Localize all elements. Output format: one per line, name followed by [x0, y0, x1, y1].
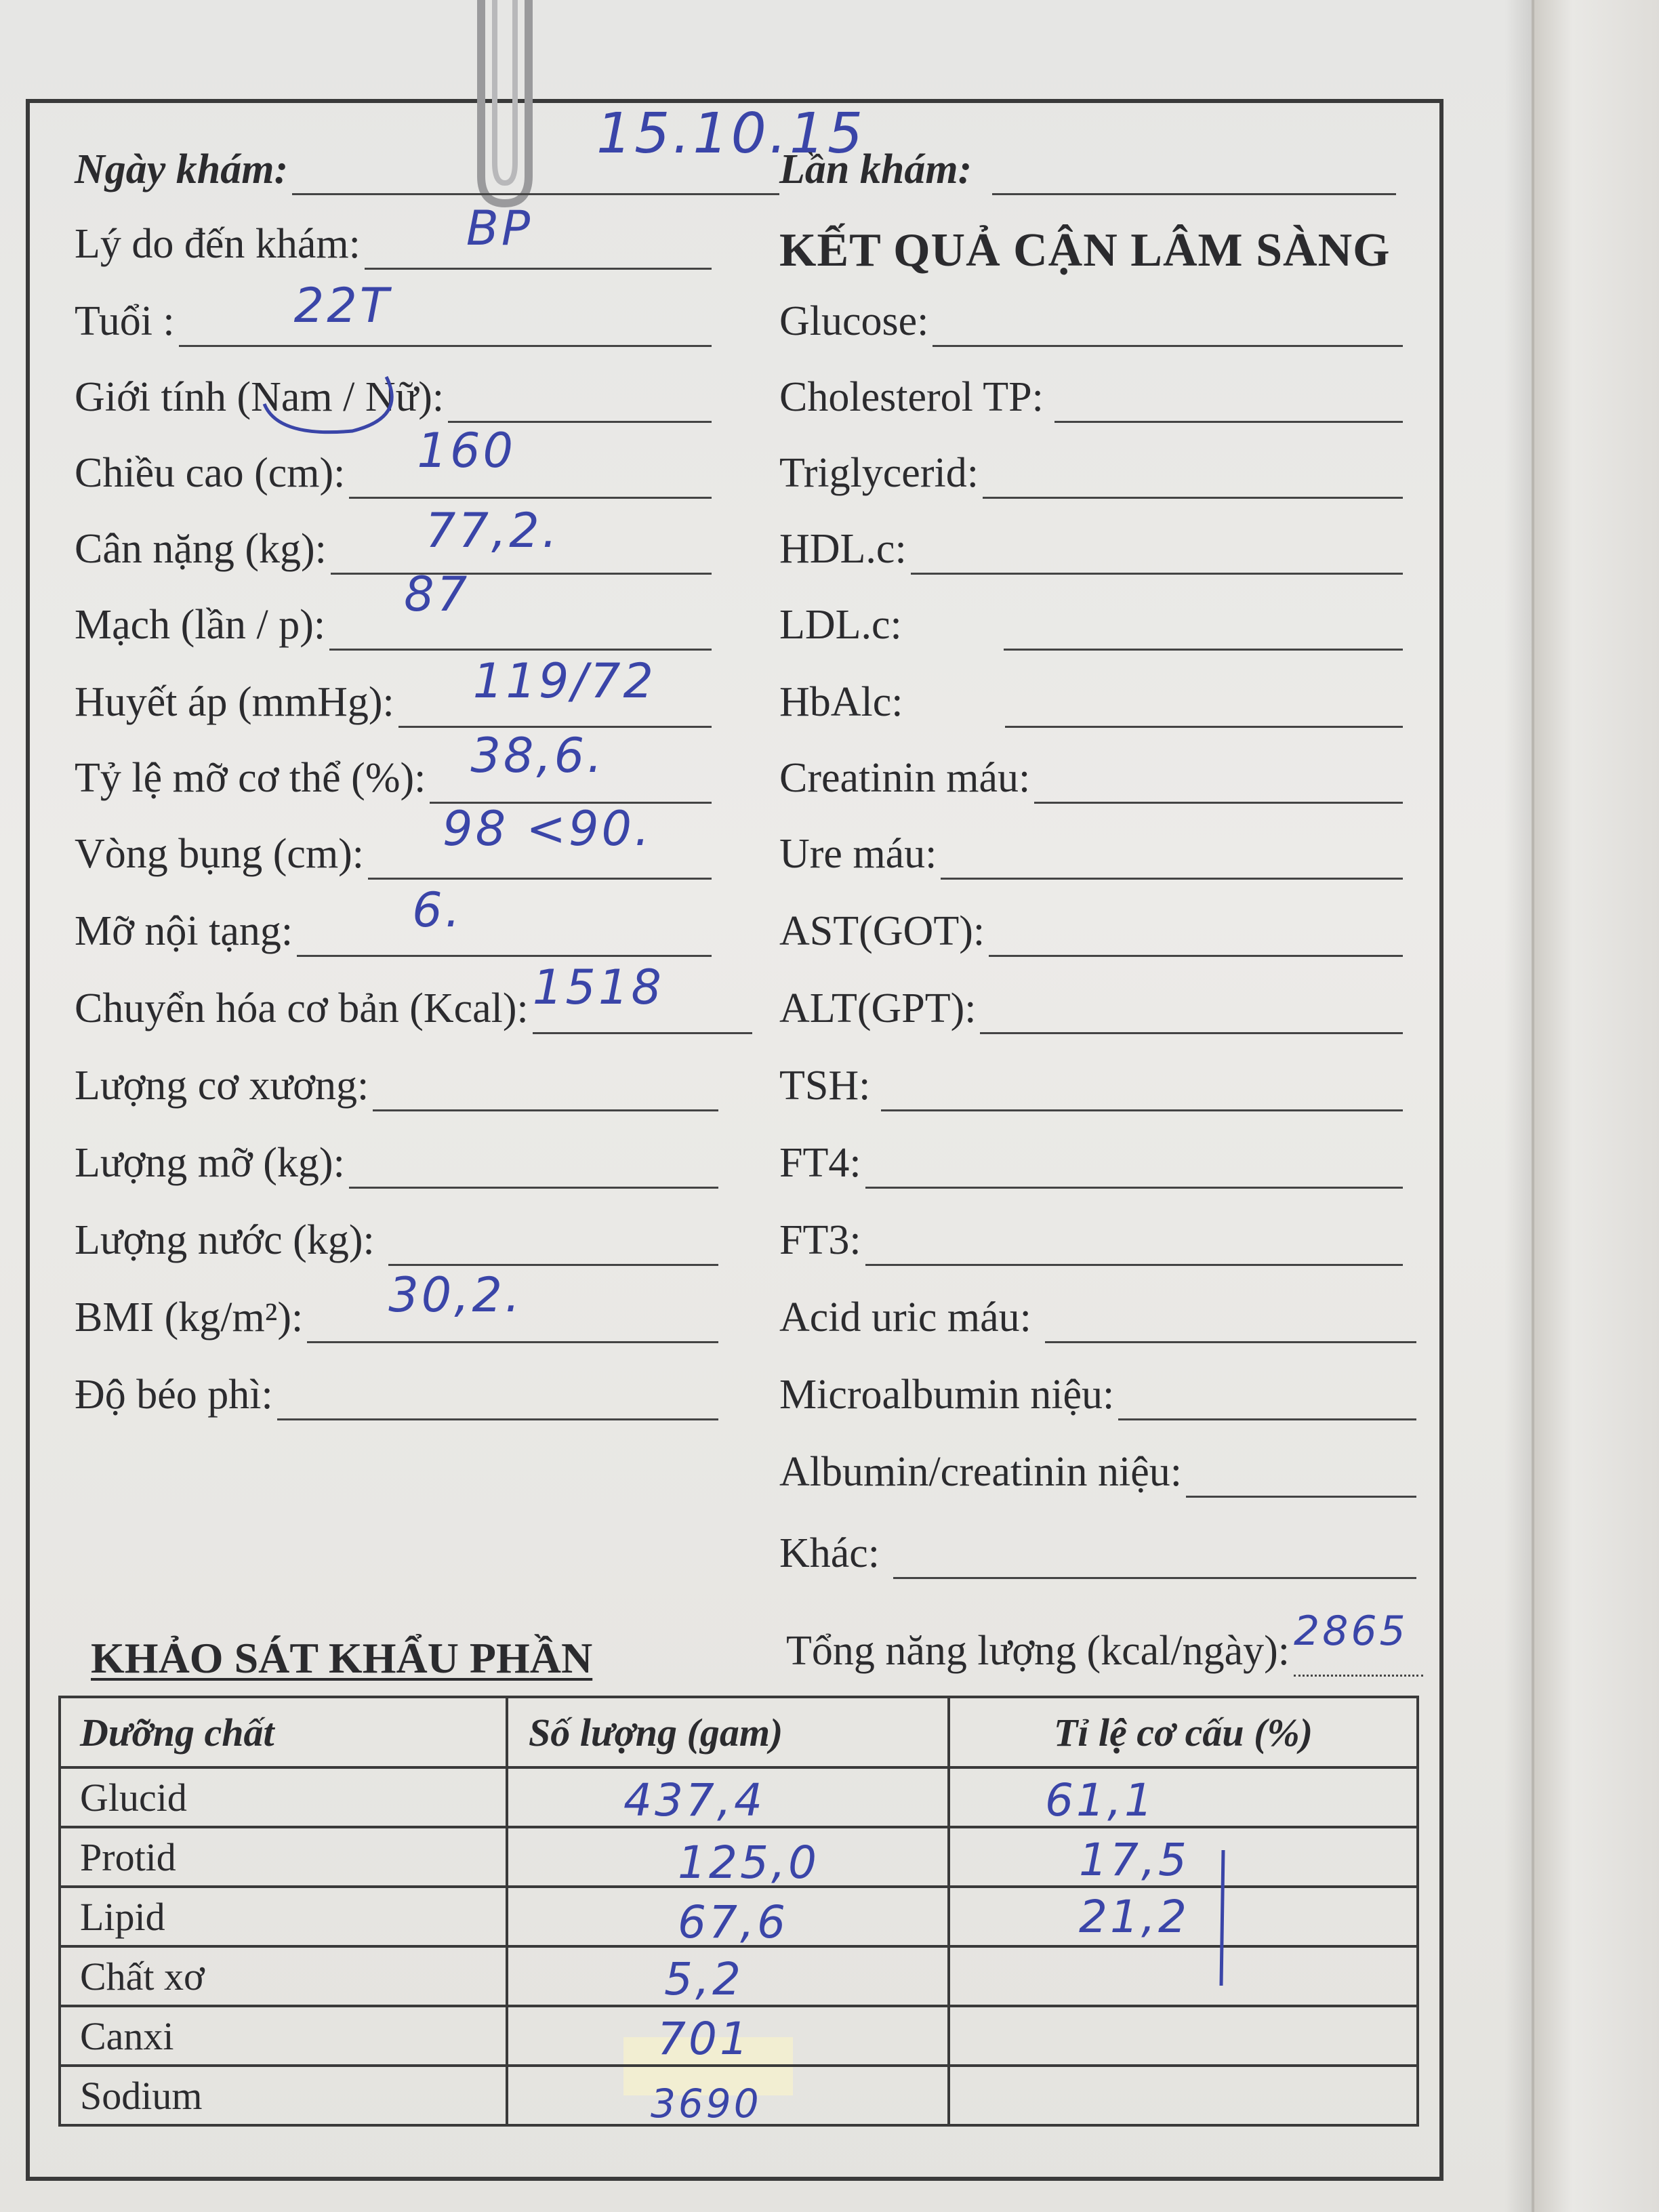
- lab-ft3-line[interactable]: [865, 1230, 1403, 1266]
- total-energy-field: [786, 1607, 1423, 1677]
- lab-cholesterol: [779, 371, 1403, 423]
- lab-ft4: [779, 1137, 1403, 1189]
- lab-ast-label: AST(GOT):: [779, 908, 985, 954]
- field-obesity-label: Độ béo phì:: [75, 1372, 273, 1418]
- field-fat-mass: [75, 1137, 718, 1189]
- field-height-value: 160: [417, 423, 516, 478]
- lab-hdl: [779, 523, 1403, 575]
- nutrient-ratio-cell[interactable]: [949, 1767, 1418, 1827]
- nutrient-name: Canxi: [60, 2006, 507, 2066]
- lab-urea-label: Ure máu:: [779, 831, 937, 877]
- field-reason-label: Lý do đến khám:: [75, 221, 361, 267]
- lab-alt-label: ALT(GPT):: [779, 985, 977, 1031]
- lab-results-title: KẾT QUẢ CẬN LÂM SÀNG: [779, 224, 1391, 276]
- table-row: [60, 2066, 1418, 2125]
- nutrient-amount: 3690: [651, 2081, 762, 2127]
- lab-cholesterol-line[interactable]: [1054, 387, 1403, 423]
- field-waist: [75, 801, 712, 880]
- field-waist-line[interactable]: [368, 801, 712, 880]
- lab-ast-line[interactable]: [989, 921, 1403, 957]
- field-blood-pressure-label: Huyết áp (mmHg):: [75, 679, 394, 725]
- visit-number-line[interactable]: [992, 159, 1396, 195]
- header-ratio: Tỉ lệ cơ cấu (%): [949, 1697, 1418, 1767]
- field-pulse-line[interactable]: [329, 567, 712, 651]
- table-header-row: [60, 1697, 1418, 1767]
- nutrient-ratio-cell[interactable]: [949, 2006, 1418, 2066]
- nutrient-amount: 701: [657, 2013, 751, 2065]
- nutrient-ratio: 21,2: [1079, 1891, 1189, 1943]
- lab-hba1c: [779, 676, 1403, 728]
- field-pulse-label: Mạch (lần / p):: [75, 602, 326, 648]
- field-bmi-line[interactable]: [307, 1267, 718, 1343]
- field-bmi-value: 30,2.: [388, 1267, 523, 1323]
- nutrient-name: Glucid: [60, 1767, 507, 1827]
- field-water-mass: [75, 1214, 718, 1266]
- lab-uric-acid-label: Acid uric máu:: [779, 1294, 1031, 1340]
- field-pulse: [75, 567, 712, 651]
- field-reason-value: BP: [466, 201, 533, 256]
- header-amount: Số lượng (gam): [507, 1697, 949, 1767]
- next-page-edge: [1532, 0, 1659, 2212]
- lab-tsh-label: TSH:: [779, 1063, 871, 1109]
- field-age-value: 22T: [293, 278, 392, 333]
- lab-ast: [779, 905, 1403, 957]
- total-energy-value: 2865: [1294, 1607, 1408, 1655]
- field-obesity-line[interactable]: [277, 1385, 718, 1420]
- bracket-mark: [1213, 1850, 1233, 1986]
- nutrient-ratio-cell[interactable]: [949, 1827, 1418, 1887]
- field-gender-line[interactable]: [448, 387, 712, 423]
- field-muscle-mass-line[interactable]: [373, 1076, 718, 1111]
- lab-uric-acid: [779, 1292, 1416, 1343]
- nutrient-ratio-cell[interactable]: [949, 1946, 1418, 2006]
- field-obesity: [75, 1369, 718, 1420]
- header-nutrient: Dưỡng chất: [60, 1697, 507, 1767]
- lab-glucose-line[interactable]: [933, 311, 1403, 347]
- nutrient-amount: 67,6: [678, 1896, 788, 1948]
- field-blood-pressure: [75, 653, 712, 728]
- field-water-mass-label: Lượng nước (kg):: [75, 1217, 375, 1263]
- field-age: [75, 278, 712, 347]
- field-fat-mass-label: Lượng mỡ (kg):: [75, 1140, 345, 1186]
- nutrient-amount-cell[interactable]: [507, 1767, 949, 1827]
- lab-hba1c-line[interactable]: [1005, 692, 1403, 728]
- field-muscle-mass-label: Lượng cơ xương:: [75, 1063, 369, 1109]
- field-visceral-fat: [75, 882, 712, 957]
- field-fat-mass-line[interactable]: [349, 1153, 718, 1189]
- field-weight-label: Cân nặng (kg):: [75, 526, 327, 572]
- lab-hdl-label: HDL.c:: [779, 526, 907, 572]
- nutrient-amount-cell[interactable]: [507, 1946, 949, 2006]
- lab-glucose: [779, 295, 1403, 347]
- lab-other-label: Khác:: [779, 1530, 880, 1576]
- lab-other-line[interactable]: [893, 1543, 1416, 1579]
- nutrient-ratio-cell[interactable]: [949, 2066, 1418, 2125]
- nutrient-name: Protid: [60, 1827, 507, 1887]
- field-blood-pressure-line[interactable]: [398, 653, 712, 728]
- nutrient-name: Lipid: [60, 1887, 507, 1946]
- lab-hba1c-label: HbAlc:: [779, 679, 903, 725]
- lab-alt: [779, 983, 1403, 1034]
- field-weight-line[interactable]: [331, 503, 712, 575]
- table-row: [60, 2006, 1418, 2066]
- lab-creatinin-line[interactable]: [1034, 768, 1403, 804]
- lab-ldl-label: LDL.c:: [779, 602, 902, 648]
- visit-number-label: Lần khám:: [779, 146, 972, 192]
- nutrient-name: Chất xơ: [60, 1946, 507, 2006]
- lab-ft4-label: FT4:: [779, 1140, 861, 1186]
- nutrient-amount-cell[interactable]: [507, 2006, 949, 2066]
- field-bmr-line[interactable]: [532, 960, 752, 1034]
- lab-tsh-line[interactable]: [881, 1076, 1403, 1111]
- lab-urea: [779, 828, 1403, 880]
- lab-creatinin: [779, 752, 1403, 804]
- nutrient-amount-cell[interactable]: [507, 2066, 949, 2125]
- field-body-fat: [75, 728, 712, 804]
- nutrient-amount: 437,4: [623, 1774, 765, 1826]
- field-age-line[interactable]: [179, 278, 712, 347]
- field-gender-label: Giới tính (Nam / Nữ):: [75, 374, 445, 420]
- diet-survey-title: KHẢO SÁT KHẨU PHẦN: [91, 1634, 593, 1682]
- field-bmr: [75, 960, 752, 1034]
- field-pulse-value: 87: [404, 567, 470, 622]
- lab-albumin-creatinin-label: Albumin/creatinin niệu:: [779, 1449, 1183, 1495]
- lab-microalbumin: [779, 1369, 1416, 1420]
- field-bmr-value: 1518: [532, 960, 664, 1015]
- field-bmi-label: BMI (kg/m²):: [75, 1294, 304, 1340]
- nutrient-amount: 125,0: [678, 1837, 819, 1889]
- lab-uric-acid-line[interactable]: [1045, 1307, 1416, 1343]
- total-energy-line[interactable]: [1294, 1607, 1423, 1677]
- nutrient-amount-cell[interactable]: [507, 1827, 949, 1887]
- lab-hdl-line[interactable]: [911, 539, 1403, 575]
- nutrient-ratio: 61,1: [1045, 1774, 1155, 1826]
- total-energy-label: Tổng năng lượng (kcal/ngày):: [786, 1628, 1290, 1674]
- lab-creatinin-label: Creatinin máu:: [779, 755, 1031, 801]
- field-weight-value: 77,2.: [425, 503, 560, 558]
- lab-urea-line[interactable]: [941, 844, 1403, 880]
- lab-triglycerid: [779, 447, 1403, 499]
- table-row: [60, 1767, 1418, 1827]
- field-blood-pressure-value: 119/72: [472, 653, 657, 709]
- field-body-fat-value: 38,6.: [470, 728, 605, 783]
- visit-date-label: Ngày khám:: [75, 146, 289, 192]
- lab-microalbumin-label: Microalbumin niệu:: [779, 1372, 1115, 1418]
- gender-circle-mark: [251, 363, 407, 438]
- lab-microalbumin-line[interactable]: [1118, 1385, 1416, 1420]
- field-visceral-fat-label: Mỡ nội tạng:: [75, 908, 293, 954]
- lab-glucose-label: Glucose:: [779, 298, 929, 344]
- lab-ldl: [779, 599, 1403, 651]
- nutrient-amount: 5,2: [664, 1953, 743, 2005]
- field-water-mass-line[interactable]: [388, 1230, 718, 1266]
- field-bmr-label: Chuyển hóa cơ bản (Kcal):: [75, 985, 529, 1031]
- lab-ldl-line[interactable]: [1004, 615, 1403, 651]
- field-visceral-fat-line[interactable]: [297, 882, 712, 957]
- field-height: [75, 423, 712, 499]
- nutrient-name: Sodium: [60, 2066, 507, 2125]
- visit-number-field: [779, 144, 1396, 195]
- lab-triglycerid-label: Triglycerid:: [779, 450, 979, 496]
- field-reason-line[interactable]: [365, 201, 712, 270]
- field-visceral-fat-value: 6.: [412, 882, 463, 938]
- field-bmi: [75, 1267, 718, 1343]
- nutrient-amount-cell[interactable]: [507, 1887, 949, 1946]
- lab-ft3-label: FT3:: [779, 1217, 861, 1263]
- lab-ft4-line[interactable]: [865, 1153, 1403, 1189]
- lab-alt-line[interactable]: [980, 998, 1403, 1034]
- lab-other: [779, 1528, 1416, 1579]
- lab-albumin-creatinin-line[interactable]: [1186, 1462, 1416, 1498]
- lab-cholesterol-label: Cholesterol TP:: [779, 374, 1044, 420]
- visit-date-value: 15.10.15: [596, 102, 866, 166]
- lab-albumin-creatinin: [779, 1446, 1416, 1498]
- field-reason: [75, 201, 712, 270]
- field-body-fat-line[interactable]: [430, 728, 712, 804]
- field-height-label: Chiều cao (cm):: [75, 450, 346, 496]
- lab-triglycerid-line[interactable]: [983, 463, 1403, 499]
- lab-ft3: [779, 1214, 1403, 1266]
- nutrient-ratio: 17,5: [1079, 1834, 1189, 1886]
- field-weight: [75, 503, 712, 575]
- field-body-fat-label: Tỷ lệ mỡ cơ thể (%):: [75, 755, 426, 801]
- field-height-line[interactable]: [349, 423, 712, 499]
- field-waist-value: 98 <90.: [443, 801, 653, 857]
- lab-tsh: [779, 1060, 1403, 1111]
- field-age-label: Tuổi :: [75, 298, 175, 344]
- nutrient-ratio-cell[interactable]: [949, 1887, 1418, 1946]
- field-waist-label: Vòng bụng (cm):: [75, 831, 365, 877]
- field-muscle-mass: [75, 1060, 718, 1111]
